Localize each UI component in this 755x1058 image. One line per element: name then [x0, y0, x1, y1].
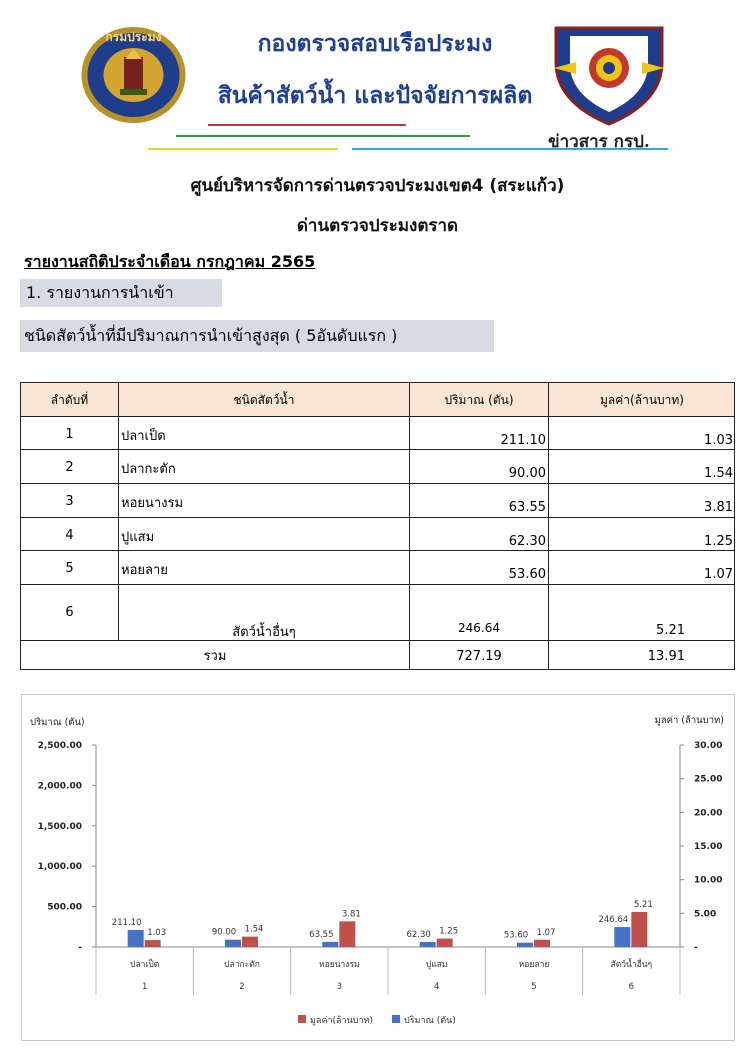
- category-index-label: 4: [433, 982, 440, 992]
- legend-label-value: มูลค่า(ล้านบาท): [310, 1016, 373, 1026]
- cell-rank: 4: [21, 518, 119, 550]
- cell-species: ปลากะตัก: [119, 450, 410, 483]
- cell-quantity: 211.10: [410, 417, 549, 449]
- quantity-data-label: 53.60: [503, 930, 529, 941]
- report-heading: รายงานสถิติประจำเดือน กรกฎาคม 2565: [24, 252, 316, 271]
- cell-value: 1.03: [704, 433, 733, 448]
- cell-value: 5.21: [656, 623, 685, 638]
- center-name: ศูนย์บริหารจัดการด่านตรวจประมงเขต4 (สระแก้ว): [190, 176, 565, 196]
- value-data-label: 1.03: [147, 928, 167, 939]
- y-tick-label: 1,500.00: [37, 821, 82, 832]
- category-index-label: 6: [628, 982, 635, 992]
- divider-yellow: [148, 148, 338, 150]
- quantity-data-label: 90.00: [211, 927, 237, 938]
- y2-tick-label: 10.00: [694, 875, 723, 886]
- table-subtitle: ชนิดสัตว์น้ำที่มีปริมาณการนำเข้าสูงสุด ( 5อันดับแรก ): [20, 320, 494, 352]
- checkpoint-name: ด่านตรวจประมงตราด: [296, 216, 459, 236]
- cell-value: 1.07: [704, 567, 733, 582]
- y-tick-label: 500.00: [47, 902, 82, 913]
- cell-species: ปลาเป็ด: [119, 417, 410, 449]
- legend-swatch-value: [298, 1015, 306, 1023]
- cell-species: ปูแสม: [119, 518, 410, 550]
- value-bar: [242, 937, 258, 947]
- quantity-data-label: 211.10: [111, 917, 142, 928]
- quantity-data-label: 63.55: [309, 929, 334, 940]
- cell-quantity: 53.60: [410, 551, 549, 584]
- y2-tick-label: 5.00: [694, 909, 717, 920]
- value-bar: [631, 912, 647, 947]
- y-tick-label: 2,000.00: [37, 781, 82, 792]
- cell-quantity: 90.00: [410, 450, 549, 483]
- cell-rank: 1: [21, 417, 119, 449]
- category-index-label: 5: [531, 982, 537, 992]
- total-quantity: 727.19: [410, 641, 549, 669]
- y2-tick-label: 15.00: [694, 842, 723, 852]
- section-title: 1. รายงานการนำเข้า: [20, 279, 222, 307]
- category-label: ปลากะตัก: [224, 960, 260, 970]
- y2-axis-title: มูลค่า (ล้านบาท): [654, 715, 724, 726]
- category-label: สัตว์น้ำอื่นๆ: [610, 960, 653, 970]
- quantity-bar: [420, 942, 436, 947]
- category-index-label: 3: [336, 982, 343, 992]
- value-bar: [437, 939, 453, 947]
- y2-tick-label: -: [694, 943, 698, 953]
- y-tick-label: 2,500.00: [37, 741, 82, 751]
- chart-frame: [21, 694, 735, 1041]
- table-row: [20, 484, 735, 518]
- category-label: หอยนางรม: [319, 960, 360, 970]
- header-title-line2: สินค้าสัตว์น้ำ และปัจจัยการผลิต: [217, 82, 533, 109]
- quantity-bar: [128, 930, 144, 947]
- quantity-bar: [322, 942, 338, 947]
- table-row: [20, 551, 735, 585]
- legend-swatch-quantity: [392, 1015, 400, 1023]
- department-of-fisheries-logo: [80, 25, 187, 125]
- cell-rank: 5: [21, 551, 119, 584]
- cell-quantity: 246.64: [410, 585, 549, 640]
- divider-green: [176, 135, 470, 137]
- y-tick-label: -: [78, 943, 82, 953]
- cell-quantity: 63.55: [410, 484, 549, 517]
- y2-tick-label: 20.00: [694, 808, 723, 819]
- quantity-data-label: 246.64: [598, 915, 629, 926]
- table-row: [20, 417, 735, 450]
- value-data-label: 1.07: [536, 927, 556, 938]
- cell-value: 1.54: [704, 466, 733, 481]
- header-value: มูลค่า(ล้านบาท): [600, 393, 684, 407]
- y-axis-title: ปริมาณ (ตัน): [30, 717, 85, 728]
- table-header-row: [20, 382, 735, 417]
- legend-label-quantity: ปริมาณ (ตัน): [404, 1016, 456, 1026]
- value-data-label: 1.54: [244, 924, 264, 935]
- cell-value: 1.25: [704, 534, 733, 549]
- y2-tick-label: 30.00: [694, 741, 723, 751]
- quantity-bar: [517, 943, 533, 947]
- total-value: 13.91: [647, 649, 685, 664]
- value-bar: [534, 940, 550, 947]
- quantity-bar: [225, 940, 241, 947]
- y-tick-label: 1,000.00: [37, 862, 82, 873]
- total-label: รวม: [21, 641, 410, 669]
- header-title-line1: กองตรวจสอบเรือประมง: [257, 30, 493, 57]
- quantity-bar: [614, 927, 630, 947]
- cell-rank: 2: [21, 450, 119, 483]
- import-chart: [22, 695, 734, 1040]
- cell-species: สัตว์น้ำอื่นๆ: [119, 585, 410, 640]
- category-label: หอยลาย: [518, 960, 550, 970]
- fishery-inspection-logo: [548, 22, 670, 126]
- svg-text:กรมประมง: กรมประมง: [105, 30, 162, 44]
- y2-tick-label: 25.00: [694, 774, 723, 785]
- header-quantity: ปริมาณ (ตัน): [410, 383, 549, 416]
- value-data-label: 1.25: [439, 926, 459, 937]
- cell-species: หอยลาย: [119, 551, 410, 584]
- value-bar: [145, 940, 161, 947]
- header-species: ชนิดสัตว์น้ำ: [119, 383, 410, 416]
- category-label: ปลาเป็ด: [130, 960, 160, 970]
- value-bar: [339, 921, 355, 947]
- cell-quantity: 62.30: [410, 518, 549, 550]
- cell-value: 3.81: [704, 500, 733, 515]
- table-row: [20, 518, 735, 551]
- value-data-label: 3.81: [341, 909, 361, 920]
- header-rank: ลำดับที่: [21, 383, 119, 416]
- category-index-label: 2: [239, 982, 245, 992]
- quantity-data-label: 62.30: [406, 929, 431, 940]
- table-row: [20, 450, 735, 484]
- table-row: [20, 585, 735, 641]
- value-data-label: 5.21: [633, 899, 653, 910]
- category-index-label: 1: [141, 982, 148, 992]
- news-label: ข่าวสาร กรป.: [548, 132, 650, 152]
- divider-red: [208, 124, 406, 126]
- category-label: ปูแสม: [425, 960, 448, 970]
- cell-rank: 6: [21, 585, 119, 640]
- table-total-row: [20, 641, 735, 670]
- cell-rank: 3: [21, 484, 119, 517]
- cell-species: หอยนางรม: [119, 484, 410, 517]
